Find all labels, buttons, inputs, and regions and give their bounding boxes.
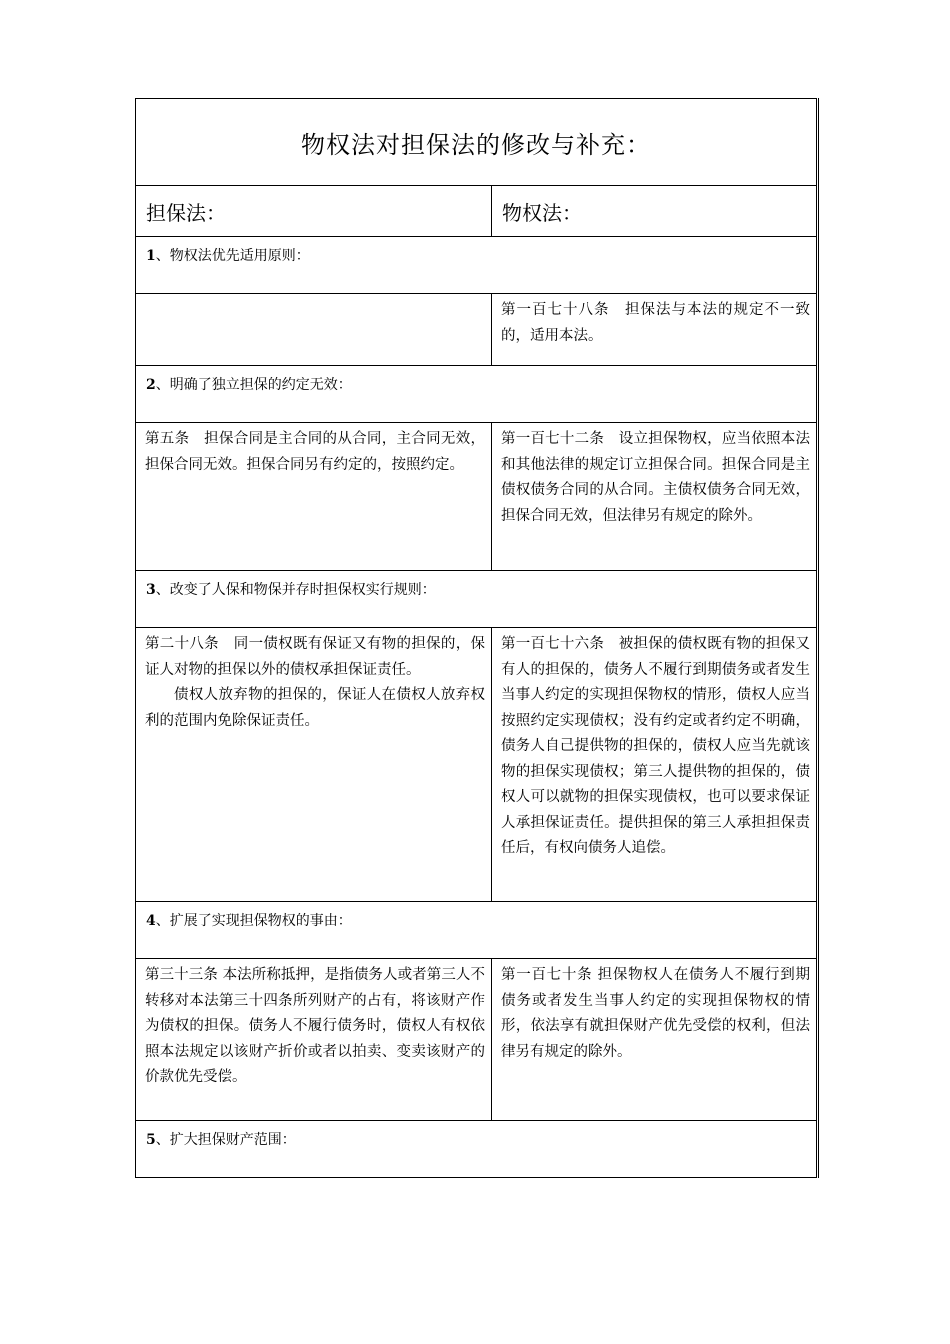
section-heading-4 [136, 902, 818, 959]
article-paragraph: 第三十三条 本法所称抵押，是指债务人或者第三人不转移对本法第三十四条所列财产的占有，将该财产作为债权的担保。债务人不履行债务时，债权人有权依照本法规定以该财产折价或者以拍卖、变卖该财产的价款优先受偿。 [145, 967, 485, 1085]
document-title: 物权法对担保法的修改与补充： [136, 99, 818, 186]
header-guarantee-law: 担保法： [136, 186, 492, 237]
section-number: 4 [146, 913, 156, 929]
article-paragraph: 第五条 担保合同是主合同的从合同，主合同无效，担保合同无效。担保合同另有约定的，按照约定。 [145, 431, 485, 473]
section-number: 3 [146, 582, 156, 598]
article-paragraph: 第二十八条 同一债权既有保证又有物的担保的，保证人对物的担保以外的债权承担保证责任。 [145, 636, 485, 678]
section-title: 、明确了独立担保的约定无效： [155, 377, 352, 393]
section-heading-5 [136, 1121, 818, 1178]
section-title: 、改变了人保和物保并存时担保权实行规则： [155, 582, 436, 598]
section-title: 、扩大担保财产范围： [155, 1132, 296, 1148]
article-paragraph: 第一百七十八条 担保法与本法的规定不一致的，适用本法。 [501, 302, 810, 344]
section-2-property-law-text [492, 423, 818, 571]
comparison-table [135, 98, 819, 1178]
section-title: 、物权法优先适用原则： [155, 248, 310, 264]
article-paragraph: 债权人放弃物的担保的，保证人在债权人放弃权利的范围内免除保证责任。 [145, 687, 485, 729]
article-paragraph: 第一百七十条 担保物权人在债务人不履行到期债务或者发生当事人约定的实现担保物权的情形，依法享有就担保财产优先受偿的权利，但法律另有规定的除外。 [501, 967, 810, 1060]
section-3-guarantee-law-text [136, 628, 492, 902]
section-3-property-law-text [492, 628, 818, 902]
section-heading-2 [136, 366, 818, 423]
section-1-guarantee-law-text [136, 294, 492, 366]
section-number: 1 [146, 248, 156, 264]
section-heading-1 [136, 237, 818, 294]
section-4-property-law-text [492, 959, 818, 1121]
section-number: 5 [146, 1132, 156, 1148]
article-paragraph: 第一百七十二条 设立担保物权，应当依照本法和其他法律的规定订立担保合同。担保合同是主债权债务合同的从合同。主债权债务合同无效，担保合同无效，但法律另有规定的除外。 [501, 431, 810, 524]
section-number: 2 [146, 377, 156, 393]
section-heading-3 [136, 571, 818, 628]
section-title: 、扩展了实现担保物权的事由： [155, 913, 352, 929]
section-1-property-law-text [492, 294, 818, 366]
header-property-law: 物权法： [492, 186, 818, 237]
section-4-guarantee-law-text [136, 959, 492, 1121]
article-paragraph: 第一百七十六条 被担保的债权既有物的担保又有人的担保的，债务人不履行到期债务或者发生当事人约定的实现担保物权的情形，债权人应当按照约定实现债权；没有约定或者约定不明确，债务人自己提供物的担保的，债权人应当先就该物的担保实现债权；第三人提供物的担保的，债权人可以就物的担保实现债权，也可以要求保证人承担保证责任。提供担保的第三人承担担保责任后，有权向债务人追偿。 [501, 636, 810, 856]
section-2-guarantee-law-text [136, 423, 492, 571]
